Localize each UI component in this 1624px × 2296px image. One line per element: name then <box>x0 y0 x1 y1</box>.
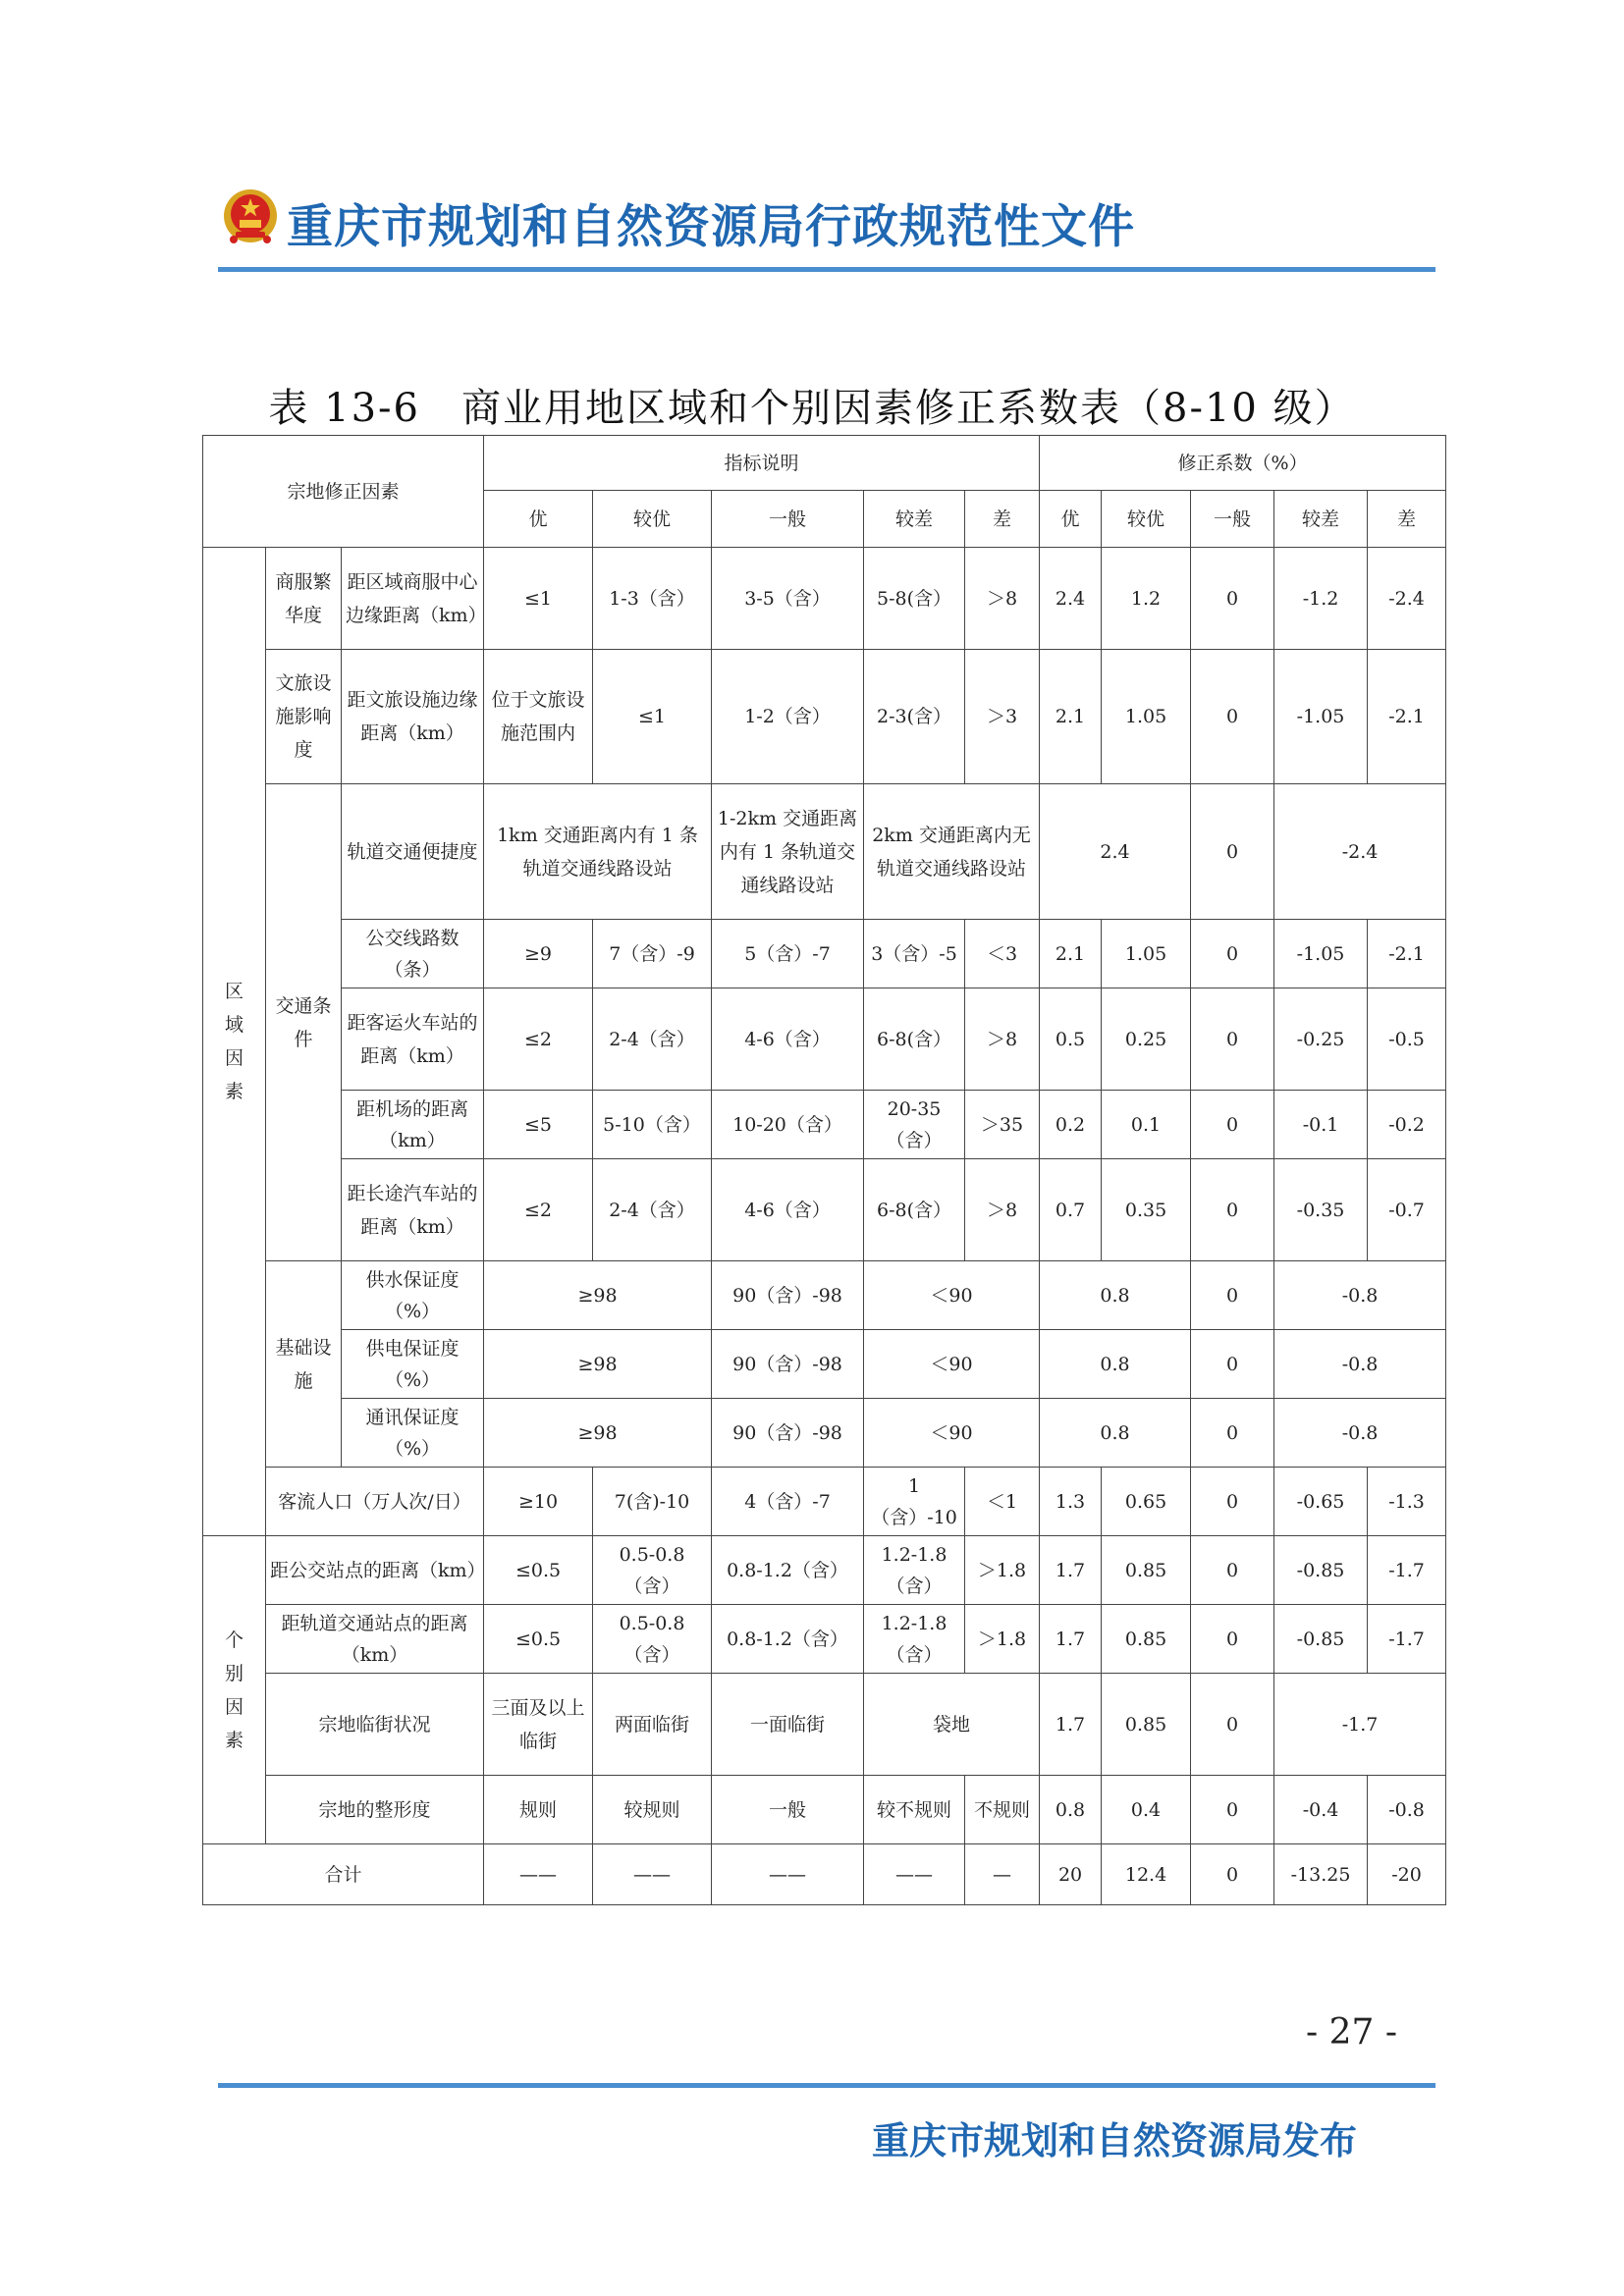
coef-cell: -0.65 <box>1274 1468 1368 1536</box>
coef-cell: -2.4 <box>1368 548 1446 650</box>
coef-cell: -0.8 <box>1368 1776 1446 1844</box>
coef-cell: 0 <box>1191 1536 1274 1605</box>
value-cell: 1-2km 交通距离内有 1 条轨道交通线路设站 <box>712 784 864 920</box>
value-cell: 90（含）-98 <box>712 1330 864 1399</box>
value-cell: 0.8-1.2（含） <box>712 1536 864 1605</box>
value-cell: 0.5-0.8（含） <box>593 1536 712 1605</box>
coef-cell: 1.3 <box>1040 1468 1102 1536</box>
coef-cell: 0 <box>1191 1605 1274 1674</box>
factor-name: 距机场的距离（km） <box>342 1091 484 1159</box>
coef-cell: 0 <box>1191 1399 1274 1468</box>
value-cell: 10-20（含） <box>712 1091 864 1159</box>
coef-cell: 0.8 <box>1040 1776 1102 1844</box>
coef-cell: 0.8 <box>1040 1399 1191 1468</box>
coef-cell: -2.1 <box>1368 650 1446 784</box>
value-cell: ≤5 <box>484 1091 593 1159</box>
value-cell: 0.5-0.8（含） <box>593 1605 712 1674</box>
level-label: 较差 <box>1274 491 1368 548</box>
level-label: 较优 <box>1102 491 1191 548</box>
coef-cell: 1.7 <box>1040 1674 1102 1776</box>
value-cell: ＞3 <box>965 650 1040 784</box>
coef-cell: -1.05 <box>1274 650 1368 784</box>
factor-name: 公交线路数（条） <box>342 920 484 988</box>
value-cell: ＞35 <box>965 1091 1040 1159</box>
coef-cell: 0.2 <box>1040 1091 1102 1159</box>
value-cell: 袋地 <box>864 1674 1040 1776</box>
header-divider <box>218 267 1435 272</box>
level-label: 优 <box>484 491 593 548</box>
value-cell: ＜90 <box>864 1261 1040 1330</box>
coef-cell: -0.85 <box>1274 1605 1368 1674</box>
value-cell: 5（含）-7 <box>712 920 864 988</box>
value-cell: ＜90 <box>864 1330 1040 1399</box>
coef-cell: 0.4 <box>1102 1776 1191 1844</box>
table-row <box>203 1261 1446 1330</box>
level-label: 差 <box>1368 491 1446 548</box>
value-cell: 2-3(含） <box>864 650 965 784</box>
value-cell: —— <box>864 1844 965 1905</box>
coef-cell: 0 <box>1191 650 1274 784</box>
coef-cell: 1.05 <box>1102 650 1191 784</box>
table-row <box>203 1674 1446 1776</box>
coef-cell: 0.7 <box>1040 1159 1102 1261</box>
coef-cell: 0.8 <box>1040 1261 1191 1330</box>
coef-cell: -0.85 <box>1274 1536 1368 1605</box>
coef-cell: -2.4 <box>1274 784 1446 920</box>
header-coefficient: 修正系数（%） <box>1040 436 1446 491</box>
value-cell: 1.2-1.8（含） <box>864 1536 965 1605</box>
sub-culture: 文旅设施影响度 <box>266 650 342 784</box>
value-cell: 一面临街 <box>712 1674 864 1776</box>
value-cell: ＞1.8 <box>965 1536 1040 1605</box>
table-row <box>203 650 1446 784</box>
sub-commerce: 商服繁华度 <box>266 548 342 650</box>
coef-cell: 1.7 <box>1040 1536 1102 1605</box>
value-cell: ≤2 <box>484 988 593 1091</box>
value-cell: 一般 <box>712 1776 864 1844</box>
coef-cell: -0.25 <box>1274 988 1368 1091</box>
factor-name: 距区域商服中心边缘距离（km） <box>342 548 484 650</box>
table-row <box>203 1399 1446 1468</box>
value-cell: 位于文旅设施范围内 <box>484 650 593 784</box>
value-cell: ≥98 <box>484 1330 712 1399</box>
factor-name: 宗地的整形度 <box>266 1776 484 1844</box>
value-cell: 1-2（含） <box>712 650 864 784</box>
table-row <box>203 1159 1446 1261</box>
value-cell: 三面及以上临街 <box>484 1674 593 1776</box>
coef-cell: 20 <box>1040 1844 1102 1905</box>
document-header <box>218 183 1435 271</box>
value-cell: ≤0.5 <box>484 1536 593 1605</box>
coef-cell: 0 <box>1191 988 1274 1091</box>
total-row <box>203 1844 1446 1905</box>
value-cell: 2km 交通距离内无轨道交通线路设站 <box>864 784 1040 920</box>
value-cell: 7(含)-10 <box>593 1468 712 1536</box>
value-cell: —— <box>484 1844 593 1905</box>
value-cell: ≤1 <box>593 650 712 784</box>
value-cell: —— <box>712 1844 864 1905</box>
level-label: 一般 <box>712 491 864 548</box>
factor-name: 轨道交通便捷度 <box>342 784 484 920</box>
coef-cell: -0.1 <box>1274 1091 1368 1159</box>
header-factor: 宗地修正因素 <box>203 436 484 548</box>
value-cell: 较不规则 <box>864 1776 965 1844</box>
value-cell: —— <box>593 1844 712 1905</box>
table-title: 表 13-6 商业用地区域和个别因素修正系数表（8-10 级） <box>268 386 1356 431</box>
value-cell: ≤1 <box>484 548 593 650</box>
factor-name: 供水保证度（%） <box>342 1261 484 1330</box>
coef-cell: 12.4 <box>1102 1844 1191 1905</box>
national-emblem-icon <box>222 187 279 247</box>
coef-cell: -0.8 <box>1274 1399 1446 1468</box>
level-label: 优 <box>1040 491 1102 548</box>
value-cell: 不规则 <box>965 1776 1040 1844</box>
factor-name: 距长途汽车站的距离（km） <box>342 1159 484 1261</box>
coef-cell: -1.7 <box>1274 1674 1446 1776</box>
table-row <box>203 1605 1446 1674</box>
coef-cell: -0.35 <box>1274 1159 1368 1261</box>
table-row <box>203 548 1446 650</box>
coef-cell: 2.4 <box>1040 784 1191 920</box>
table-row <box>203 784 1446 920</box>
factor-name: 距客运火车站的距离（km） <box>342 988 484 1091</box>
value-cell: ≤2 <box>484 1159 593 1261</box>
value-cell: ＞8 <box>965 1159 1040 1261</box>
table-row <box>203 1536 1446 1605</box>
value-cell: 2-4（含） <box>593 1159 712 1261</box>
value-cell: 4（含）-7 <box>712 1468 864 1536</box>
factor-name: 宗地临街状况 <box>266 1674 484 1776</box>
factor-name: 客流人口（万人次/日） <box>266 1468 484 1536</box>
level-label: 差 <box>965 491 1040 548</box>
sub-traffic: 交通条件 <box>266 784 342 1261</box>
value-cell: ＜1 <box>965 1468 1040 1536</box>
coef-cell: -0.7 <box>1368 1159 1446 1261</box>
total-label: 合计 <box>203 1844 484 1905</box>
coef-cell: 0 <box>1191 1468 1274 1536</box>
coef-cell: 0 <box>1191 1261 1274 1330</box>
coef-cell: 0.5 <box>1040 988 1102 1091</box>
value-cell: ＞8 <box>965 988 1040 1091</box>
coef-cell: -0.5 <box>1368 988 1446 1091</box>
factor-name: 通讯保证度（%） <box>342 1399 484 1468</box>
coef-cell: 0.1 <box>1102 1091 1191 1159</box>
value-cell: 0.8-1.2（含） <box>712 1605 864 1674</box>
value-cell: 规则 <box>484 1776 593 1844</box>
coef-cell: 1.7 <box>1040 1605 1102 1674</box>
table-row <box>203 1091 1446 1159</box>
value-cell: 90（含）-98 <box>712 1399 864 1468</box>
coef-cell: 1.2 <box>1102 548 1191 650</box>
value-cell: — <box>965 1844 1040 1905</box>
value-cell: 4-6（含） <box>712 988 864 1091</box>
coef-cell: -13.25 <box>1274 1844 1368 1905</box>
table-row <box>203 920 1446 988</box>
coef-cell: 0.25 <box>1102 988 1191 1091</box>
value-cell: 6-8(含） <box>864 988 965 1091</box>
coef-cell: 0 <box>1191 1674 1274 1776</box>
level-label: 较优 <box>593 491 712 548</box>
coef-cell: 0 <box>1191 1159 1274 1261</box>
value-cell: 6-8(含） <box>864 1159 965 1261</box>
coef-cell: 2.4 <box>1040 548 1102 650</box>
coef-cell: 0.85 <box>1102 1536 1191 1605</box>
value-cell: 1-3（含） <box>593 548 712 650</box>
coef-cell: 2.1 <box>1040 920 1102 988</box>
coef-cell: 0 <box>1191 1776 1274 1844</box>
value-cell: 5-10（含） <box>593 1091 712 1159</box>
coef-cell: 0 <box>1191 1844 1274 1905</box>
value-cell: ＜3 <box>965 920 1040 988</box>
footer-divider <box>218 2083 1435 2088</box>
factor-name: 供电保证度（%） <box>342 1330 484 1399</box>
value-cell: ＜90 <box>864 1399 1040 1468</box>
value-cell: ≥98 <box>484 1399 712 1468</box>
factor-name: 距文旅设施边缘距离（km） <box>342 650 484 784</box>
table-row <box>203 1468 1446 1536</box>
coef-cell: 0.8 <box>1040 1330 1191 1399</box>
coef-cell: -2.1 <box>1368 920 1446 988</box>
value-cell: 较规则 <box>593 1776 712 1844</box>
value-cell: ≥9 <box>484 920 593 988</box>
value-cell: 1.2-1.8（含） <box>864 1605 965 1674</box>
value-cell: 7（含）-9 <box>593 920 712 988</box>
table-row <box>203 1776 1446 1844</box>
coef-cell: 0 <box>1191 1330 1274 1399</box>
value-cell: ＞1.8 <box>965 1605 1040 1674</box>
value-cell: ≥98 <box>484 1261 712 1330</box>
correction-coefficient-table <box>202 435 1446 1905</box>
coef-cell: 0 <box>1191 920 1274 988</box>
coef-cell: -1.05 <box>1274 920 1368 988</box>
table-header-row <box>203 436 1446 491</box>
coef-cell: -0.8 <box>1274 1330 1446 1399</box>
value-cell: 两面临街 <box>593 1674 712 1776</box>
value-cell: 90（含）-98 <box>712 1261 864 1330</box>
table-row <box>203 988 1446 1091</box>
coef-cell: -20 <box>1368 1844 1446 1905</box>
coef-cell: 0 <box>1191 548 1274 650</box>
coef-cell: -0.4 <box>1274 1776 1368 1844</box>
coef-cell: 0.85 <box>1102 1605 1191 1674</box>
value-cell: 20-35（含） <box>864 1091 965 1159</box>
value-cell: 3-5（含） <box>712 548 864 650</box>
value-cell: 3（含）-5 <box>864 920 965 988</box>
value-cell: ≤0.5 <box>484 1605 593 1674</box>
coef-cell: 0.85 <box>1102 1674 1191 1776</box>
header-index: 指标说明 <box>484 436 1040 491</box>
coef-cell: 2.1 <box>1040 650 1102 784</box>
footer-publisher: 重庆市规划和自然资源局发布 <box>872 2119 1358 2163</box>
value-cell: 1（含）-10 <box>864 1468 965 1536</box>
group-region: 区域因素 <box>203 548 266 1536</box>
coef-cell: -0.2 <box>1368 1091 1446 1159</box>
value-cell: ＞8 <box>965 548 1040 650</box>
coef-cell: -1.7 <box>1368 1605 1446 1674</box>
coef-cell: 1.05 <box>1102 920 1191 988</box>
value-cell: 5-8(含） <box>864 548 965 650</box>
coef-cell: -1.7 <box>1368 1536 1446 1605</box>
factor-name: 距公交站点的距离（km） <box>266 1536 484 1605</box>
value-cell: 2-4（含） <box>593 988 712 1091</box>
coef-cell: 0 <box>1191 1091 1274 1159</box>
coef-cell: 0.65 <box>1102 1468 1191 1536</box>
value-cell: ≥10 <box>484 1468 593 1536</box>
header-title: 重庆市规划和自然资源局行政规范性文件 <box>287 200 1135 254</box>
coef-cell: -1.3 <box>1368 1468 1446 1536</box>
value-cell: 1km 交通距离内有 1 条轨道交通线路设站 <box>484 784 712 920</box>
sub-infra: 基础设施 <box>266 1261 342 1468</box>
factor-name: 距轨道交通站点的距离（km） <box>266 1605 484 1674</box>
coef-cell: -0.8 <box>1274 1261 1446 1330</box>
level-label: 一般 <box>1191 491 1274 548</box>
group-individual: 个别因素 <box>203 1536 266 1844</box>
level-label: 较差 <box>864 491 965 548</box>
value-cell: 4-6（含） <box>712 1159 864 1261</box>
coef-cell: -1.2 <box>1274 548 1368 650</box>
table-row <box>203 1330 1446 1399</box>
coef-cell: 0 <box>1191 784 1274 920</box>
page-number: - 27 - <box>1306 2012 1398 2053</box>
coef-cell: 0.35 <box>1102 1159 1191 1261</box>
